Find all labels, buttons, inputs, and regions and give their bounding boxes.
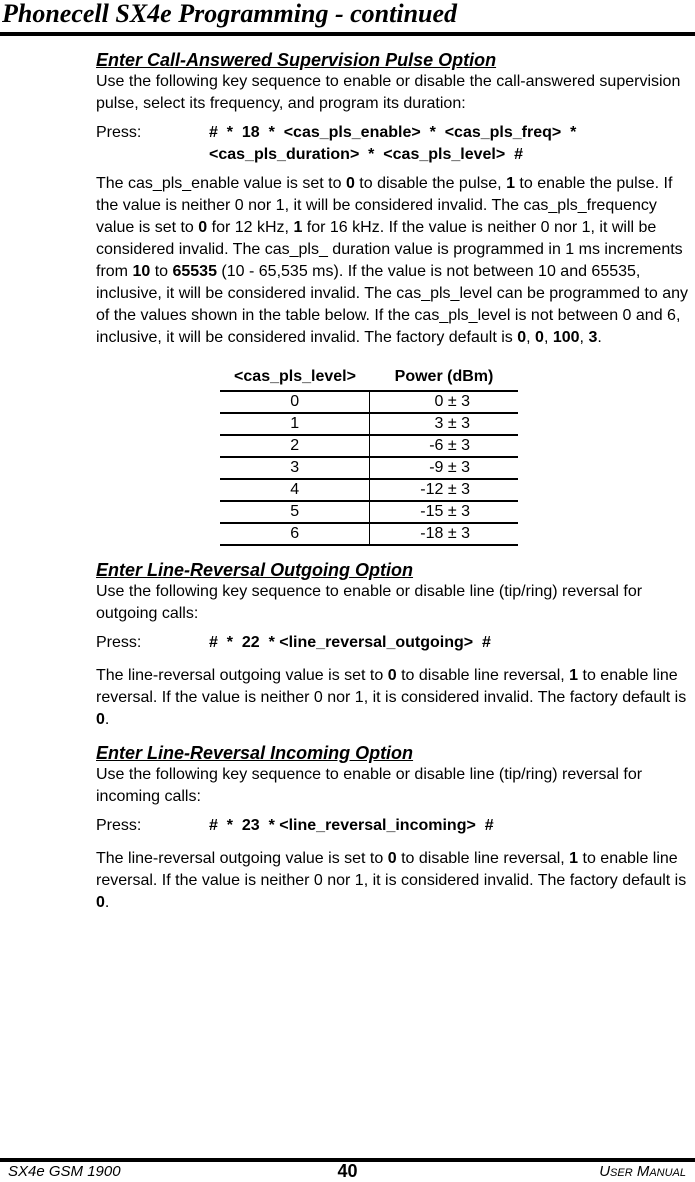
page-content [96, 49, 692, 914]
table-row [220, 414, 518, 436]
table-header-level: <cas_pls_level> [234, 368, 356, 385]
table-cell-power: -18 ± 3 [420, 525, 470, 542]
incoming-intro: Use the following key sequence to enable or disable line (tip/ring) reversal for incoming calls: [96, 766, 643, 805]
section-heading-supervision: Enter Call-Answered Supervision Pulse Option [96, 50, 497, 70]
supervision-press-row [96, 122, 692, 166]
outgoing-description: The line-reversal outgoing value is set to 0 to disable line reversal, 1 to enable line reversal. If the value is neither 0 nor 1, it is considered invalid. The factory default is 0. [96, 667, 687, 728]
section-heading-outgoing: Enter Line-Reversal Outgoing Option [96, 560, 414, 580]
table-header-power: Power (dBm) [394, 368, 494, 385]
table-cell-level: 5 [220, 502, 370, 522]
table-cell-power: -12 ± 3 [420, 481, 470, 498]
outgoing-intro: Use the following key sequence to enable or disable line (tip/ring) reversal for outgoing calls: [96, 583, 643, 622]
incoming-description: The line-reversal outgoing value is set to 0 to disable line reversal, 1 to enable line reversal. If the value is neither 0 nor 1, it is considered invalid. The factory default is 0. [96, 850, 687, 911]
supervision-description: The cas_pls_enable value is set to 0 to disable the pulse, 1 to enable the pulse. If the value is neither 0 nor 1, it will be considered invalid. The cas_pls_frequency value is set to 0 for 12 kHz, 1 for 16 kHz. If the value is neither 0 nor 1, it will be considered invalid. The cas_pls_ duration value is programmed in 1 ms increments from 10 to 65535 (10 - 65,535 ms). If the value is not between 10 and 65535, inclusive, it will be considered invalid. The cas_pls_level can be programmed to any of the values shown in the table below. If the cas_pls_level is not between 0 and 6, inclusive, it will be considered invalid. The factory default is 0, 0, 100, 3. [96, 175, 689, 346]
outgoing-press-row [96, 632, 692, 654]
table-row [220, 524, 518, 546]
table-row [220, 480, 518, 502]
press-label: Press: [96, 817, 142, 834]
table-cell-level: 1 [220, 414, 370, 434]
press-label: Press: [96, 124, 142, 141]
table-row [220, 502, 518, 524]
table-cell-power: -9 ± 3 [429, 459, 470, 476]
table-cell-level: 3 [220, 458, 370, 478]
table-row [220, 458, 518, 480]
incoming-key-sequence: # * 23 * <line_reversal_incoming> # [209, 817, 494, 834]
table-cell-level: 2 [220, 436, 370, 456]
table-cell-power: 3 ± 3 [434, 415, 470, 432]
table-cell-level: 4 [220, 480, 370, 500]
supervision-intro: Use the following key sequence to enable or disable the call-answered supervision pulse, select its frequency, and program its duration: [96, 73, 681, 112]
table-cell-power: -6 ± 3 [429, 437, 470, 454]
table-row [220, 436, 518, 458]
footer-product-name: SX4e GSM 1900 [8, 1163, 121, 1180]
table-cell-level: 0 [220, 392, 370, 412]
header-rule [0, 32, 695, 36]
table-cell-power: 0 ± 3 [434, 393, 470, 410]
table-cell-power: -15 ± 3 [420, 503, 470, 520]
incoming-press-row [96, 815, 692, 837]
footer-manual-label: User Manual [599, 1163, 686, 1180]
table-cell-level: 6 [220, 524, 370, 544]
table-header-row [220, 366, 518, 390]
page-header-title: Phonecell SX4e Programming - continued [2, 0, 458, 28]
table-row [220, 392, 518, 414]
section-heading-incoming: Enter Line-Reversal Incoming Option [96, 743, 414, 763]
supervision-key-sequence: # * 18 * <cas_pls_enable> * <cas_pls_freq> * <cas_pls_duration> * <cas_pls_level> # [209, 124, 586, 163]
page-number: 40 [337, 1161, 358, 1181]
outgoing-key-sequence: # * 22 * <line_reversal_outgoing> # [209, 634, 491, 651]
power-level-table [220, 366, 518, 546]
press-label: Press: [96, 634, 142, 651]
